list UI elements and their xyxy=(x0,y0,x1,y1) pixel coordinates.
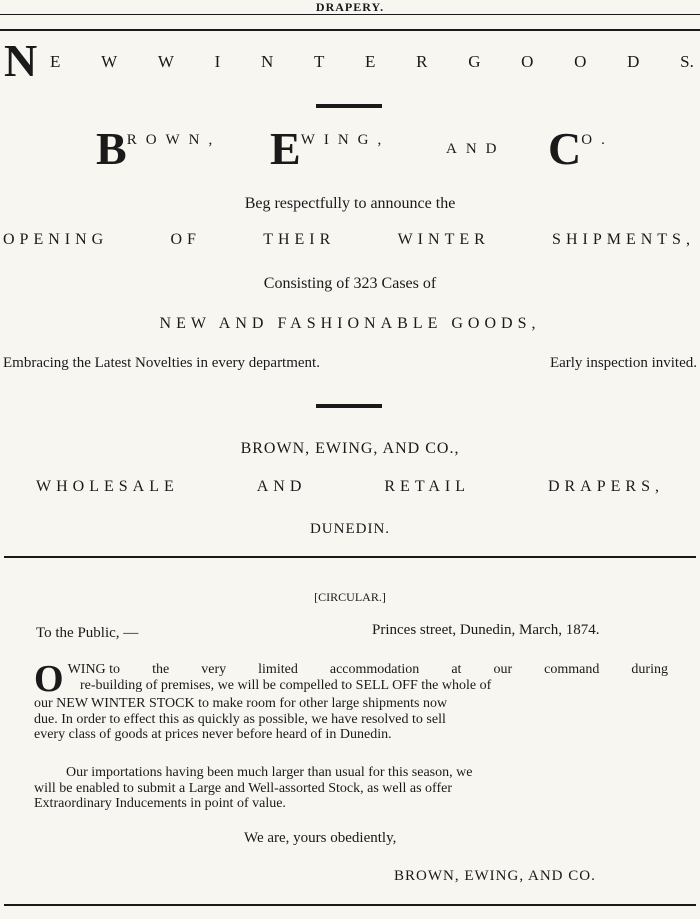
wholesale-line xyxy=(36,478,664,496)
salutation: To the Public, — xyxy=(36,625,139,641)
para2-line-1: Our importations having been much larger than usual for this season, we xyxy=(66,765,473,780)
para1-word: very xyxy=(201,662,227,677)
paragraph-2 xyxy=(34,765,668,812)
signature: BROWN, EWING, AND CO. xyxy=(394,868,596,884)
embracing-right: Early inspection invited. xyxy=(549,355,697,371)
firm-initial-c: C xyxy=(548,123,582,174)
firm-and: AND xyxy=(446,141,506,157)
headline-letter: G xyxy=(468,52,481,71)
short-rule-2 xyxy=(316,404,382,408)
para1-word: the xyxy=(152,662,170,677)
headline-letter: O xyxy=(574,52,587,71)
para2-line-3: Extraordinary Inducements in point of value. xyxy=(34,796,286,811)
headline-letter: T xyxy=(313,52,325,71)
headline-letter: E xyxy=(365,52,376,71)
embracing-left: Embracing the Latest Novelties in every department. xyxy=(3,355,320,371)
headline-letter: O xyxy=(521,52,534,71)
headline-letter: I xyxy=(214,52,221,71)
section-header: DRAPERY. xyxy=(315,0,385,14)
firm-rest-wing: WING, xyxy=(300,132,391,148)
headline xyxy=(4,35,694,88)
consisting-line: Consisting of 323 Cases of xyxy=(263,275,437,292)
embracing-line xyxy=(3,355,697,372)
headline-letter: S. xyxy=(680,52,694,71)
headline-letter: W xyxy=(157,52,174,71)
firm-caps-line: BROWN, EWING, AND CO., xyxy=(240,440,460,457)
para1-line-5: every class of goods at prices never before heard of in Dunedin. xyxy=(34,727,392,742)
firm-rest-o: O. xyxy=(581,132,614,148)
headline-letter: E xyxy=(50,52,61,71)
para2-line-2: will be enabled to submit a Large and Well-assorted Stock, as well as offer xyxy=(34,780,452,796)
short-rule-1 xyxy=(316,104,382,108)
para1-word: our xyxy=(493,662,513,677)
para1-word: at xyxy=(451,662,462,677)
wholesale-word: AND xyxy=(256,478,307,495)
para1-line-4: due. In order to effect this as quickly as possible, we have resolved to sell xyxy=(34,711,446,727)
firm-initial-e: E xyxy=(270,123,301,174)
bottom-rule xyxy=(4,904,696,906)
new-fashionable-line: NEW AND FASHIONABLE GOODS, xyxy=(159,315,541,332)
dateline: Princes street, Dunedin, March, 1874. xyxy=(372,622,600,638)
opening-line xyxy=(3,231,695,249)
headline-letter: W xyxy=(101,52,118,71)
city-line: DUNEDIN. xyxy=(309,521,391,537)
top-rule xyxy=(0,14,700,15)
circular-label: [CIRCULAR.] xyxy=(314,590,386,604)
firm-initial-b: B xyxy=(96,123,127,174)
para1-line-1 xyxy=(68,662,668,678)
section-divider xyxy=(4,556,696,558)
para1-line-3: our NEW WINTER STOCK to make room for other large shipments now xyxy=(34,696,448,711)
wholesale-word: DRAPERS, xyxy=(547,478,664,495)
wholesale-word: WHOLESALE xyxy=(36,478,179,495)
para1-word: accommodation xyxy=(329,662,420,677)
opening-word: OPENING xyxy=(3,231,109,248)
firm-name-display xyxy=(0,123,700,176)
para1-line-2: re-building of premises, we will be compelled to SELL OFF the whole of xyxy=(80,677,492,693)
wholesale-word: RETAIL xyxy=(384,478,470,495)
headline-letter: D xyxy=(627,52,640,71)
para1-word: limited xyxy=(258,662,298,677)
top-rule-thick xyxy=(0,29,700,31)
opening-word: SHIPMENTS, xyxy=(552,231,695,248)
para1-word: during xyxy=(631,662,668,677)
opening-word: WINTER xyxy=(397,231,490,248)
opening-word: OF xyxy=(170,231,201,248)
opening-word: THEIR xyxy=(263,231,336,248)
headline-initial: N xyxy=(4,35,38,86)
closing-line: We are, yours obediently, xyxy=(244,830,397,846)
para1-word: WING to xyxy=(67,662,121,677)
drop-cap: O xyxy=(34,658,64,700)
para1-word: command xyxy=(544,662,600,677)
announce-line: Beg respectfully to announce the xyxy=(244,195,456,212)
headline-letter: N xyxy=(260,52,274,71)
firm-rest-rown: ROWN, xyxy=(126,132,222,148)
headline-letter: R xyxy=(416,52,428,71)
paragraph-1 xyxy=(34,658,668,743)
headline-letters xyxy=(50,52,694,72)
